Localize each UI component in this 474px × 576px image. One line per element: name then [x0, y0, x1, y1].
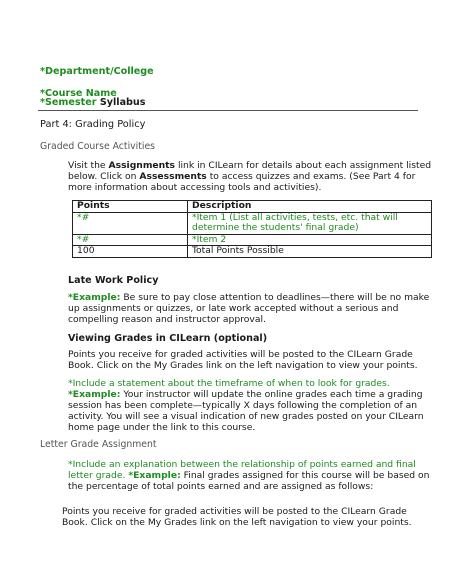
- intro-line-2: [68, 171, 415, 182]
- department-college: *Department/College: [40, 66, 154, 77]
- graded-activities-heading: Graded Course Activities: [40, 141, 156, 152]
- intro-bold: Assessments: [139, 171, 207, 182]
- viewing-grades-heading: Viewing Grades in CILearn (optional): [68, 333, 268, 344]
- late-work-line-1: [68, 292, 429, 303]
- points-cell: *#: [73, 234, 188, 246]
- late-work-line-3: compelling reason and instructor approval.: [68, 314, 266, 325]
- intro-line-3: more information about accessing tools and activities).: [68, 182, 322, 193]
- viewing-grades-example-2: session has been complete—typically X days following the completion of an: [68, 400, 418, 411]
- semester-label: *Semester: [40, 97, 97, 108]
- table-row: [73, 234, 432, 246]
- description-line: *Item 1 (List all activities, tests, etc. that will: [192, 211, 398, 223]
- letter-grade-include-2: letter grade.: [68, 470, 126, 481]
- course-name: *Course Name: [40, 88, 117, 99]
- viewing-grades-line-2: Book. Click on the My Grades link on the left navigation to view your points.: [68, 360, 418, 371]
- table-header-row: [73, 201, 432, 213]
- late-work-line-2: up assignments or quizzes, or late work accepted without a serious and: [68, 303, 399, 314]
- intro-text: to access quizzes and exams. (See Part 4 for: [206, 171, 416, 182]
- bottom-line-2: Book. Click on the My Grades link on the left navigation to view your points.: [62, 517, 412, 528]
- letter-grade-line-3: the percentage of total points earned and are assigned as follows:: [68, 481, 374, 492]
- description-cell: *Item 2: [188, 234, 432, 246]
- letter-grade-include-1: *Include an explanation between the relationship of points earned and final: [68, 459, 416, 470]
- table-row: [73, 246, 432, 258]
- description-line: determine the students' final grade): [192, 222, 359, 233]
- intro-line-1: [68, 160, 431, 171]
- description-cell: [188, 212, 432, 234]
- bottom-line-1: Points you receive for graded activities will be posted to the CILearn Grade: [62, 506, 407, 517]
- letter-grade-line-2: [68, 470, 429, 481]
- intro-bold: Assignments: [108, 160, 176, 171]
- viewing-grades-example-text: Your instructor will update the online grades each time a grading: [120, 389, 423, 400]
- points-cell: *#: [73, 212, 188, 234]
- example-label: *Example:: [128, 470, 181, 481]
- points-cell: 100: [73, 246, 188, 258]
- viewing-grades-example-4: home page under the link to this course.: [68, 422, 256, 433]
- viewing-grades-example-1: [68, 389, 423, 400]
- points-table: [72, 200, 432, 258]
- late-work-heading: Late Work Policy: [68, 275, 159, 286]
- letter-grade-example-text: Final grades assigned for this course will be based on: [180, 470, 430, 481]
- syllabus-label: Syllabus: [96, 97, 146, 108]
- header-rule: [38, 110, 418, 111]
- description-column-header: Description: [188, 201, 432, 213]
- viewing-grades-include: *Include a statement about the timeframe of when to look for grades.: [68, 378, 390, 389]
- example-label: *Example:: [68, 389, 121, 400]
- table-row: [73, 212, 432, 234]
- part-title: Part 4: Grading Policy: [40, 119, 146, 130]
- description-cell: Total Points Possible: [188, 246, 432, 258]
- late-work-text: Be sure to pay close attention to deadlines—there will be no make: [120, 292, 430, 303]
- semester-syllabus: [40, 97, 145, 108]
- points-column-header: Points: [73, 201, 188, 213]
- example-label: *Example:: [68, 292, 121, 303]
- intro-text: below. Click on: [68, 171, 140, 182]
- viewing-grades-line-1: Points you receive for graded activities will be posted to the CILearn Grade: [68, 349, 413, 360]
- intro-text: Visit the: [68, 160, 109, 171]
- intro-text: link in CILearn for details about each assignment listed: [175, 160, 432, 171]
- letter-grade-heading: Letter Grade Assignment: [40, 439, 157, 450]
- viewing-grades-example-3: activity. You will see a visual indication of new grades posted on your CILearn: [68, 411, 424, 422]
